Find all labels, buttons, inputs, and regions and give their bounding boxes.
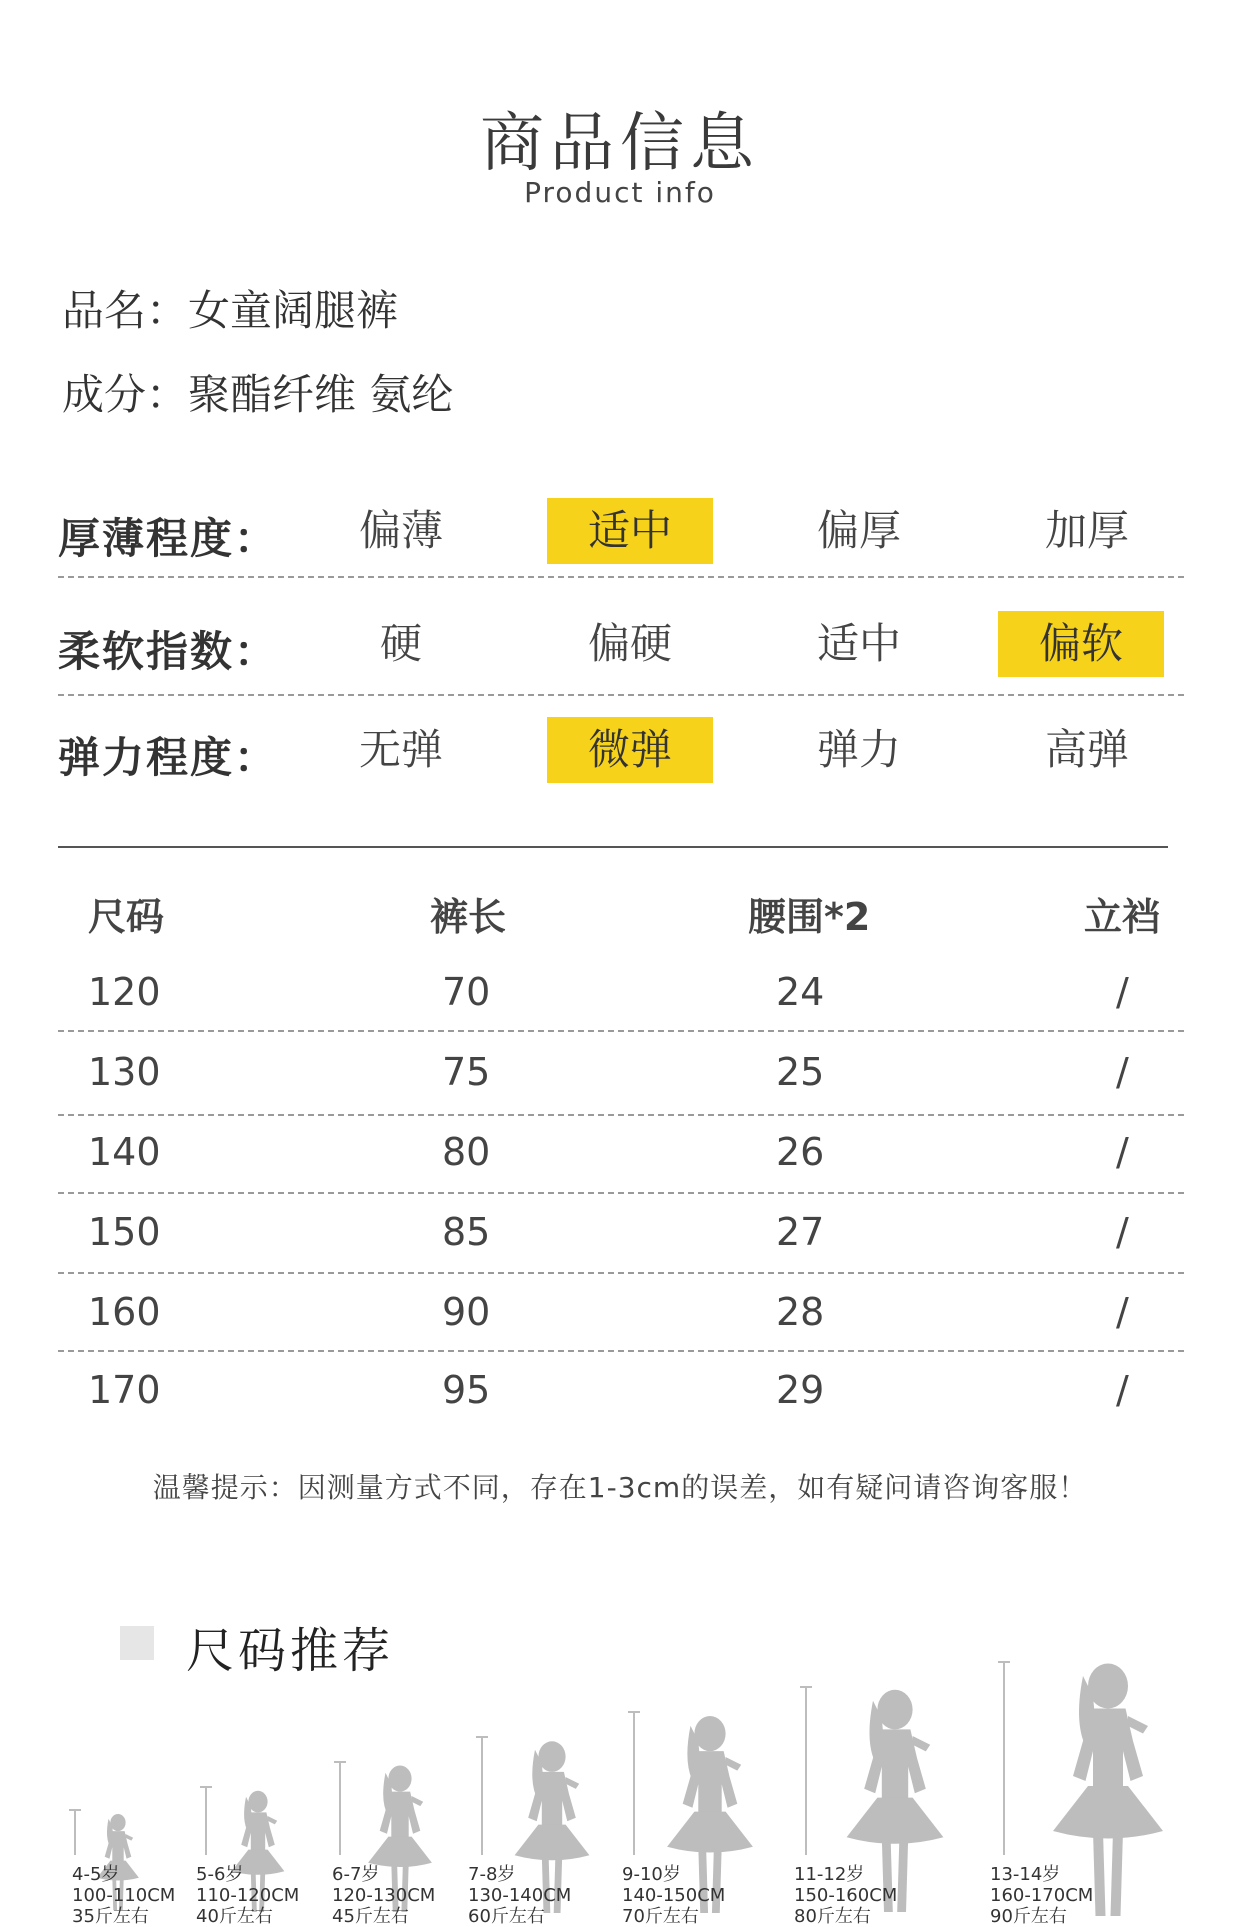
table-cell: 24 (776, 970, 825, 1014)
table-cell: / (1116, 1210, 1129, 1254)
age-label: 11-12岁 (794, 1864, 865, 1885)
table-cell: 80 (442, 1130, 491, 1174)
table-cell: 26 (776, 1130, 825, 1174)
attr-option: 偏硬 (587, 619, 672, 668)
table-cell: 120 (88, 970, 161, 1014)
table-cell: 75 (442, 1050, 491, 1094)
age-label: 7-8岁 (468, 1864, 516, 1885)
table-header: 尺码 (88, 895, 165, 939)
table-cell: / (1116, 1290, 1129, 1334)
size-recommendation-item (196, 1864, 299, 1927)
table-header: 裤长 (430, 895, 507, 939)
recommend-title: 尺码推荐 (186, 1623, 395, 1679)
table-header: 立裆 (1084, 895, 1161, 939)
table-cell: 70 (442, 970, 491, 1014)
product-material-label: 成分： (62, 370, 189, 419)
divider (58, 1350, 1184, 1352)
weight-label: 40斤左右 (196, 1906, 273, 1927)
age-label: 5-6岁 (196, 1864, 244, 1885)
height-marker (334, 1762, 346, 1855)
attr-label: 柔软指数： (58, 627, 279, 676)
divider (58, 1272, 1184, 1274)
attr-option-selected: 微弹 (547, 717, 713, 783)
height-label: 130-140CM (468, 1885, 572, 1906)
attr-option: 硬 (379, 619, 422, 668)
height-marker (628, 1712, 640, 1855)
divider (58, 1192, 1184, 1194)
product-material-value: 聚酯纤维 氨纶 (188, 370, 454, 419)
divider (58, 576, 1184, 578)
table-cell: 150 (88, 1210, 161, 1254)
measurement-tip: 温馨提示：因测量方式不同，存在1-3cm的误差，如有疑问请咨询客服！ (152, 1471, 1088, 1504)
page-title: 商品信息 (480, 107, 760, 181)
height-marker (800, 1687, 812, 1855)
weight-label: 80斤左右 (794, 1906, 871, 1927)
height-marker (200, 1787, 212, 1855)
size-recommendation-item (332, 1864, 435, 1927)
table-cell: / (1116, 970, 1129, 1014)
table-cell: 90 (442, 1290, 491, 1334)
age-label: 9-10岁 (622, 1864, 681, 1885)
size-recommendation-item (72, 1864, 175, 1927)
attr-option: 偏厚 (816, 506, 901, 555)
table-top-rule (58, 846, 1168, 848)
attr-option-selected: 适中 (547, 498, 713, 564)
table-cell: 27 (776, 1210, 825, 1254)
product-name-value: 女童阔腿裤 (188, 286, 399, 335)
page-subtitle: Product info (524, 176, 716, 209)
height-label: 110-120CM (196, 1885, 300, 1906)
height-marker (69, 1810, 81, 1855)
divider (58, 694, 1184, 696)
age-label: 4-5岁 (72, 1864, 120, 1885)
attr-row-thickness (58, 484, 1184, 574)
attr-option: 加厚 (1044, 506, 1129, 555)
size-recommendation-item (794, 1864, 897, 1927)
table-cell: 28 (776, 1290, 825, 1334)
table-cell: 140 (88, 1130, 161, 1174)
table-cell: 85 (442, 1210, 491, 1254)
height-marker (476, 1737, 488, 1855)
attr-option-selected: 偏软 (998, 611, 1164, 677)
age-label: 6-7岁 (332, 1864, 380, 1885)
table-cell: 25 (776, 1050, 825, 1094)
weight-label: 70斤左右 (622, 1906, 699, 1927)
weight-label: 35斤左右 (72, 1906, 149, 1927)
attr-row-softness (58, 597, 1184, 687)
table-cell: 170 (88, 1368, 161, 1412)
attr-option: 弹力 (816, 725, 901, 774)
attr-label: 弹力程度： (58, 733, 279, 782)
weight-label: 45斤左右 (332, 1906, 409, 1927)
product-name-line (62, 278, 398, 338)
height-label: 140-150CM (622, 1885, 726, 1906)
age-label: 13-14岁 (990, 1864, 1061, 1885)
divider (58, 1114, 1184, 1116)
height-label: 120-130CM (332, 1885, 436, 1906)
table-cell: 130 (88, 1050, 161, 1094)
table-cell: 29 (776, 1368, 825, 1412)
weight-label: 90斤左右 (990, 1906, 1067, 1927)
attr-option: 适中 (816, 619, 901, 668)
divider (58, 1030, 1184, 1032)
height-label: 150-160CM (794, 1885, 898, 1906)
product-name-label: 品名： (62, 286, 189, 335)
table-cell: / (1116, 1050, 1129, 1094)
table-cell: / (1116, 1368, 1129, 1412)
size-recommendation-item (468, 1864, 571, 1927)
height-label: 160-170CM (990, 1885, 1094, 1906)
table-cell: / (1116, 1130, 1129, 1174)
attr-option: 无弹 (358, 725, 443, 774)
size-recommendation-item (622, 1864, 725, 1927)
attr-option: 偏薄 (358, 506, 443, 555)
weight-label: 60斤左右 (468, 1906, 545, 1927)
table-cell: 95 (442, 1368, 491, 1412)
table-header: 腰围*2 (748, 895, 871, 939)
attr-label: 厚薄程度： (58, 514, 279, 563)
height-label: 100-110CM (72, 1885, 176, 1906)
height-marker (998, 1662, 1010, 1855)
size-recommendation-item (990, 1864, 1093, 1927)
attr-option: 高弹 (1044, 725, 1129, 774)
product-material-line (62, 362, 453, 422)
attr-row-elasticity (58, 703, 1184, 793)
table-cell: 160 (88, 1290, 161, 1334)
